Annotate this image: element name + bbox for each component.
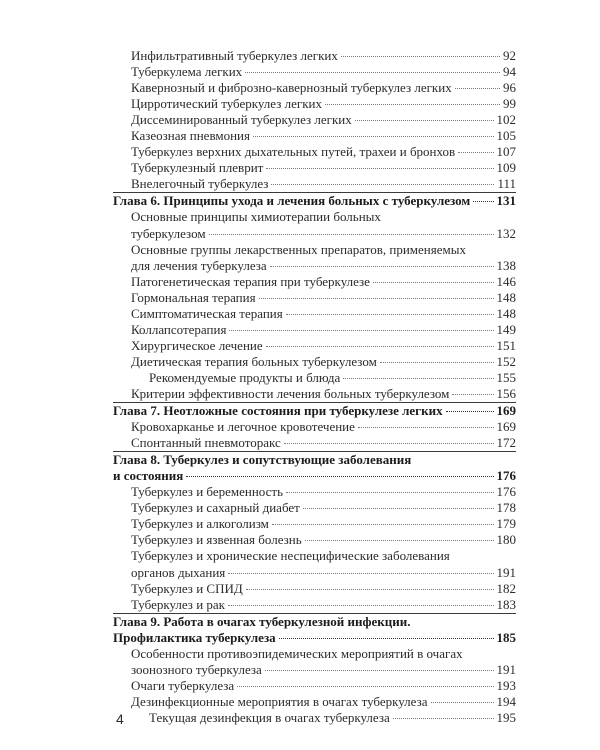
toc-entry-page: 194 <box>496 693 516 709</box>
toc-entry-page: 185 <box>496 629 516 645</box>
toc-entry-title-line: Туберкулез и хронические неспецифические заболевания <box>131 548 450 564</box>
toc-entry-title: Туберкулез и СПИД <box>131 580 243 596</box>
toc-entry-page: 182 <box>496 580 516 596</box>
dot-leader <box>473 201 493 202</box>
toc-entry-page: 151 <box>496 337 516 353</box>
toc-entry-title-line: Глава 9. Работа в очагах туберкулезной инфекции. <box>113 613 411 629</box>
toc-entry-title: Симптоматическая терапия <box>131 305 283 321</box>
toc-section-entry <box>113 386 516 402</box>
toc-section-entry <box>113 64 516 80</box>
toc-entry-page: 179 <box>496 516 516 532</box>
toc-entry-title: Туберкулез и язвенная болезнь <box>131 532 302 548</box>
dot-leader <box>246 589 494 590</box>
dot-leader <box>253 136 494 137</box>
toc-entry-page: 138 <box>496 257 516 273</box>
toc-entry-page: 193 <box>496 677 516 693</box>
dot-leader <box>325 104 500 105</box>
toc-entry-page: 92 <box>503 48 516 63</box>
toc-entry-page: 155 <box>496 369 516 385</box>
toc-entry-page: 131 <box>496 193 516 209</box>
toc-entry-page: 156 <box>496 385 516 401</box>
toc-entry-title-line: Основные принципы химиотерапии больных <box>131 209 381 225</box>
toc-entry-title: Кровохарканье и легочное кровотечение <box>131 419 355 435</box>
toc-section-entry <box>113 532 516 548</box>
toc-entry-page: 169 <box>496 403 516 419</box>
toc-entry-title: Туберкулезный плеврит <box>131 160 264 176</box>
toc-chapter-entry <box>113 402 516 419</box>
toc-entry-title: Дезинфекционные мероприятия в очагах туберкулеза <box>131 693 428 709</box>
toc-entry-title-line: Основные группы лекарственных препаратов, применяемых <box>131 241 466 257</box>
toc-entry-page: 107 <box>496 144 516 160</box>
toc-section-entry <box>113 338 516 354</box>
toc-entry-title: Туберкулез и алкоголизм <box>131 516 269 532</box>
toc-entry-title: Казеозная пневмония <box>131 128 250 144</box>
toc-entry-title: и состояния <box>113 468 184 484</box>
dot-leader <box>271 184 494 185</box>
toc-entry-title: Туберкулез и рак <box>131 596 225 612</box>
toc-entry-page: 94 <box>503 64 516 80</box>
toc-section-entry <box>113 354 516 370</box>
dot-leader <box>237 686 493 687</box>
dot-leader <box>284 443 494 444</box>
table-of-contents <box>113 48 516 726</box>
toc-section-entry <box>113 80 516 96</box>
toc-section-entry <box>113 484 516 500</box>
toc-section-entry <box>113 290 516 306</box>
toc-entry-title: Спонтанный пневмоторакс <box>131 435 281 451</box>
toc-entry-title-line: Глава 8. Туберкулез и сопутствующие заболевания <box>113 452 412 468</box>
dot-leader <box>303 508 494 509</box>
toc-entry-page: 96 <box>503 80 516 96</box>
dot-leader <box>355 120 494 121</box>
toc-entry-page: 148 <box>496 289 516 305</box>
toc-entry-title: Хирургическое лечение <box>131 337 263 353</box>
toc-chapter-entry <box>113 451 516 484</box>
toc-section-entry <box>113 694 516 710</box>
dot-leader <box>266 346 494 347</box>
toc-entry-title: Рекомендуемые продукты и блюда <box>149 369 341 385</box>
toc-entry-title: Диссеминированный туберкулез легких <box>131 112 352 128</box>
toc-entry-title: для лечения туберкулеза <box>131 257 267 273</box>
dot-leader <box>286 314 494 315</box>
dot-leader <box>209 234 494 235</box>
dot-leader <box>272 524 494 525</box>
dot-leader <box>245 72 500 73</box>
dot-leader <box>279 638 494 639</box>
toc-entry-title: зоонозного туберкулеза <box>131 661 262 677</box>
toc-entry-title: Коллапсотерапия <box>131 321 227 337</box>
dot-leader <box>380 362 494 363</box>
toc-section-entry <box>113 242 516 274</box>
toc-section-entry <box>113 322 516 338</box>
toc-entry-title: Текущая дезинфекция в очагах туберкулеза <box>149 709 390 725</box>
toc-chapter-entry <box>113 613 516 646</box>
toc-entry-title: Гормональная терапия <box>131 289 256 305</box>
toc-section-entry <box>113 500 516 516</box>
toc-entry-title: Туберкулема легких <box>131 64 243 80</box>
dot-leader <box>458 152 493 153</box>
toc-entry-page: 102 <box>496 112 516 128</box>
dot-leader <box>270 266 494 267</box>
toc-entry-page: 152 <box>496 353 516 369</box>
toc-entry-title: Туберкулез и сахарный диабет <box>131 500 300 516</box>
toc-section-entry <box>113 581 516 597</box>
toc-entry-title: Глава 6. Принципы ухода и лечения больных с туберкулезом <box>113 193 471 209</box>
toc-section-entry <box>113 548 516 580</box>
toc-entry-title: Туберкулез верхних дыхательных путей, трахеи и бронхов <box>131 144 456 160</box>
dot-leader <box>305 540 494 541</box>
toc-entry-page: 105 <box>496 128 516 144</box>
toc-entry-page: 191 <box>496 661 516 677</box>
dot-leader <box>228 605 494 606</box>
toc-entry-page: 195 <box>496 709 516 725</box>
toc-entry-page: 148 <box>496 305 516 321</box>
toc-entry-title: Диетическая терапия больных туберкулезом <box>131 353 377 369</box>
toc-entry-page: 109 <box>496 160 516 176</box>
toc-section-entry <box>113 435 516 451</box>
toc-entry-title: Патогенетическая терапия при туберкулезе <box>131 273 370 289</box>
dot-leader <box>266 168 493 169</box>
toc-entry-page: 178 <box>496 500 516 516</box>
dot-leader <box>373 282 494 283</box>
dot-leader <box>286 492 493 493</box>
toc-section-entry <box>113 710 516 726</box>
toc-section-entry <box>113 112 516 128</box>
toc-entry-title: органов дыхания <box>131 564 226 580</box>
toc-section-entry <box>113 96 516 112</box>
toc-section-entry <box>113 176 516 192</box>
toc-entry-title: Профилактика туберкулеза <box>113 629 276 645</box>
toc-entry-title-line: Особенности противоэпидемических мероприятий в очагах <box>131 645 463 661</box>
dot-leader <box>186 476 493 477</box>
toc-section-entry <box>113 274 516 290</box>
dot-leader <box>341 56 500 57</box>
toc-section-entry <box>113 678 516 694</box>
dot-leader <box>455 88 500 89</box>
toc-entry-page: 172 <box>496 435 516 451</box>
page-number: 4 <box>116 711 124 727</box>
dot-leader <box>228 573 493 574</box>
toc-entry-page: 183 <box>496 596 516 612</box>
toc-entry-title: Цирротический туберкулез легких <box>131 96 322 112</box>
toc-entry-title: Инфильтративный туберкулез легких <box>131 48 338 63</box>
toc-section-entry <box>113 597 516 613</box>
toc-entry-page: 176 <box>496 484 516 500</box>
toc-entry-page: 111 <box>497 176 516 192</box>
toc-entry-page: 146 <box>496 273 516 289</box>
toc-entry-page: 176 <box>496 468 516 484</box>
toc-entry-title: Кавернозный и фиброзно-кавернозный туберкулез легких <box>131 80 452 96</box>
toc-entry-page: 169 <box>496 419 516 435</box>
dot-leader <box>343 378 493 379</box>
dot-leader <box>259 298 494 299</box>
toc-section-entry <box>113 646 516 678</box>
toc-entry-title: Туберкулез и беременность <box>131 484 284 500</box>
toc-entry-page: 149 <box>496 321 516 337</box>
dot-leader <box>265 670 494 671</box>
toc-section-entry <box>113 419 516 435</box>
toc-section-entry <box>113 48 516 64</box>
toc-entry-title: туберкулезом <box>131 225 206 241</box>
toc-entry-page: 191 <box>496 564 516 580</box>
dot-leader <box>446 411 494 412</box>
toc-section-entry <box>113 306 516 322</box>
dot-leader <box>229 330 493 331</box>
toc-chapter-entry <box>113 192 516 209</box>
toc-entry-title: Глава 7. Неотложные состояния при туберкулезе легких <box>113 403 443 419</box>
dot-leader <box>393 718 494 719</box>
toc-entry-title: Внелегочный туберкулез <box>131 176 269 192</box>
toc-entry-page: 132 <box>496 225 516 241</box>
toc-section-entry <box>113 209 516 241</box>
toc-section-entry <box>113 516 516 532</box>
toc-section-entry <box>113 160 516 176</box>
toc-entry-title: Очаги туберкулеза <box>131 677 235 693</box>
toc-section-entry <box>113 144 516 160</box>
toc-entry-page: 99 <box>503 96 516 112</box>
dot-leader <box>358 427 494 428</box>
dot-leader <box>452 394 493 395</box>
toc-section-entry <box>113 128 516 144</box>
toc-entry-page: 180 <box>496 532 516 548</box>
toc-section-entry <box>113 370 516 386</box>
toc-entry-title: Критерии эффективности лечения больных туберкулезом <box>131 385 450 401</box>
dot-leader <box>431 702 494 703</box>
